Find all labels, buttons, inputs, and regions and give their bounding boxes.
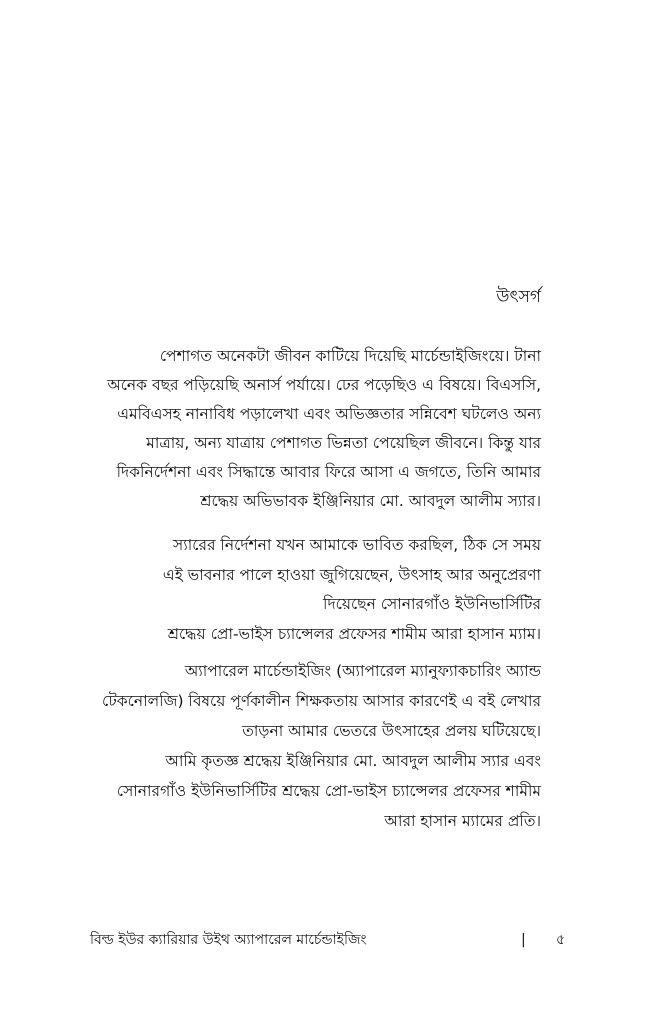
paragraph-line: এই ভাবনার পালে হাওয়া জুগিয়েছেন, উৎসাহ আর অনুপ্রেরণা [162,565,541,584]
footer-separator: | [521,932,526,948]
paragraph-line: তাড়না আমার ভেতরে উৎসাহের প্রলয় ঘটিয়েছে। [242,722,541,740]
dedication-paragraph-2 [163,531,541,649]
paragraph-line: অনেক বছর পড়িয়েছি অনার্স পর্যায়ে। ঢের পড়েছিও এ বিষয়ে। বিএসসি, [107,376,541,394]
paragraph-line: দিয়েছেন সোনারগাঁও ইউনিভার্সিটির [323,595,541,613]
paragraph-line: অ্যাপারেল মার্চেন্ডাইজিং (অ্যাপারেল ম্যানুফ্যাকচারিং অ্যান্ড [184,662,541,680]
paragraph-line: দিকনির্দেশনা এবং সিদ্ধান্তে আবার ফিরে আসা এ জগতে, তিনি আমার [116,463,541,481]
dedication-paragraph-3 [102,656,541,836]
paragraph-line: মাত্রায়, অন্য যাত্রায় পেশাগত ভিন্নতা পেয়েছিল জীবনে। কিন্তু যার [146,434,541,452]
paragraph-line: সোনারগাঁও ইউনিভার্সিটির শ্রদ্ধেয় প্রো-ভাইস চ্যান্সেলর প্রফেসর শামীম [116,782,541,800]
dedication-heading: উৎসর্গ [496,287,541,307]
paragraph-line: এমবিএসহ নানাবিধ পড়ালেখা এবং অভিজ্ঞতার সন্নিবেশ ঘটলেও অন্য [117,405,541,423]
paragraph-line: শ্রদ্ধেয় অভিভাবক ইঞ্জিনিয়ার মো. আবদুল আলীম স্যার। [200,492,541,510]
paragraph-line: শ্রদ্ধেয় প্রো-ভাইস চ্যান্সেলর প্রফেসর শামীম আরা হাসান ম্যাম। [167,624,541,643]
paragraph-line: পেশাগত অনেকটা জীবন কাটিয়ে দিয়েছি মার্চেন্ডাইজিংয়ে। টানা [159,347,541,365]
page-number: ৫ [556,932,566,948]
paragraph-line: আরা হাসান ম্যামের প্রতি। [384,812,541,830]
paragraph-line: টেকনোলজি) বিষয়ে পূর্ণকালীন শিক্ষকতায় আসার কারণেই এ বই লেখার [102,692,541,710]
paragraph-line: স্যারের নির্দেশনা যখন আমাকে ভাবিত করছিল, ঠিক সে সময় [173,536,541,554]
dedication-paragraph-1 [107,342,541,516]
footer-book-title: বিল্ড ইউর ক্যারিয়ার উইথ অ্যাপারেল মার্চেন্ডাইজিং [90,932,367,948]
paragraph-line: আমি কৃতজ্ঞ শ্রদ্ধেয় ইঞ্জিনিয়ার মো. আবদুল আলীম স্যার এবং [165,752,541,770]
